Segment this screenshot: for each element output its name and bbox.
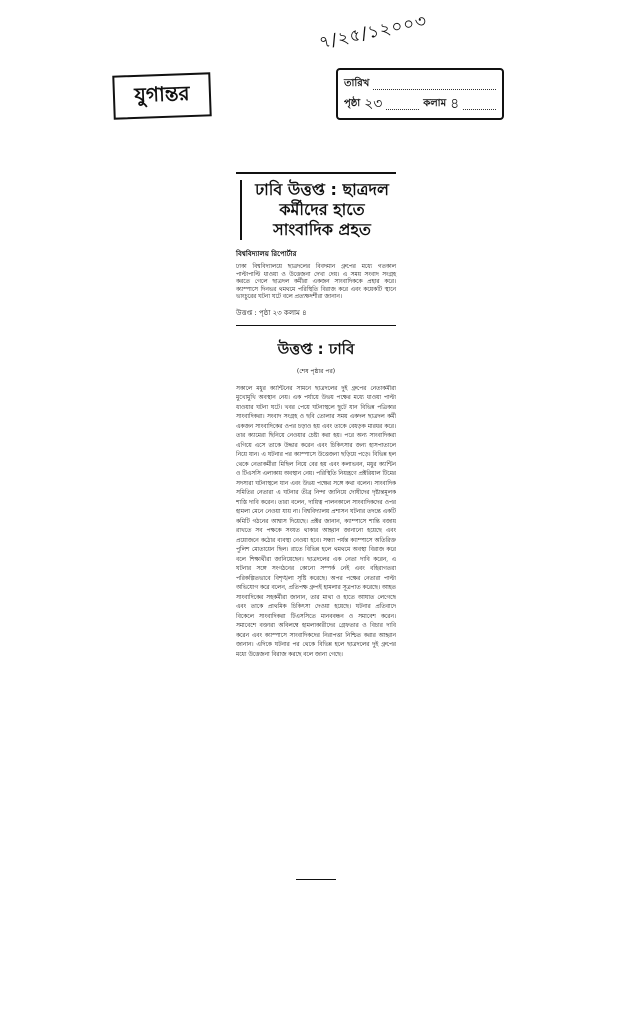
stamp-date-line [373,79,496,90]
stamp-page-value: ২৩ [364,96,383,112]
stamp-column-label: কলাম [423,97,447,109]
stamp-page-label: পৃষ্ঠা [344,97,361,109]
article-byline: বিশ্ববিদ্যালয় রিপোর্টার [236,250,297,258]
stamp-page-line [386,99,419,110]
stamp-date-label: তারিখ [344,77,370,89]
headline-line: ঢাবি উত্তপ্ত : ছাত্রদল [255,180,389,199]
continued-reference: উত্তপ্ত : পৃষ্ঠা ২৩ কলাম ৪ [236,307,396,326]
top-rule [236,172,396,174]
news-article-clipping [236,172,396,880]
stamp-column-value: ৪ [450,96,460,112]
archive-date-stamp [336,68,504,120]
stamp-date-row [344,74,496,94]
headline-line: কর্মীদের হাতে [279,200,365,219]
article-headline [240,180,396,240]
end-rule [296,879,336,880]
continuation-subhead: (শেষ পৃষ্ঠার পর) [296,367,336,375]
stamp-page-row [344,94,496,114]
handwritten-date: ৭/২৫/১২০০৩ [317,11,430,54]
article-lead-text: ঢাকা বিশ্ববিদ্যালয়ে ছাত্রদলের বিবদমান গ্রুপের মধ্যে গতকাল পাল্টাপাল্টি ধাওয়া ও উত্তেজনা দেখা দেয়। এ সময় সংবাদ সংগ্রহ করতে গেলে ছাত্রদল কর্মীরা একজন সাংবাদিককে প্রহার করে। ক্যাম্পাসে দিনভর থমথমে পরিস্থিতি বিরাজ করে এবং কয়েকটি স্থানে ভাংচুরের ঘটনা ঘটে বলে প্রত্যক্ষদর্শীরা জানান। [236,264,396,301]
continuation-body-text: সকালে মধুর ক্যান্টিনের সামনে ছাত্রদলের দুই গ্রুপের নেতাকর্মীরা মুখোমুখি অবস্থান নেয়। এক পর্যায়ে উভয় পক্ষের মধ্যে ধাওয়া পাল্টা ধাওয়ার ঘটনা ঘটে। খবর পেয়ে ঘটনাস্থলে ছুটে যান বিভিন্ন পত্রিকার সাংবাদিকরা। সংবাদ সংগ্রহ ও ছবি তোলার সময় একদল ছাত্রদল কর্মী একজন সাংবাদিকের ওপর চড়াও হয় এবং তাকে বেধড়ক মারধর করে। তার ক্যামেরা ছিনিয়ে নেওয়ার চেষ্টা করা হয়। পরে অন্য সাংবাদিকরা এগিয়ে এসে তাকে উদ্ধার করেন এবং চিকিৎসার জন্য হাসপাতালে নিয়ে যান। এ ঘটনার পর ক্যাম্পাসে উত্তেজনা ছড়িয়ে পড়ে। বিভিন্ন হল থেকে নেতাকর্মীরা মিছিল নিয়ে বের হয় এবং কলাভবন, মধুর ক্যান্টিন ও টিএসসি এলাকায় অবস্থান নেয়। পরিস্থিতি নিয়ন্ত্রণে প্রক্টরিয়াল টিমের সদস্যরা ঘটনাস্থলে যান এবং উভয় পক্ষের সঙ্গে কথা বলেন। সাংবাদিক সমিতির নেতারা এ ঘটনার তীব্র নিন্দা জানিয়ে দোষীদের দৃষ্টান্তমূলক শাস্তি দাবি করেন। তারা বলেন, দায়িত্ব পালনকালে সাংবাদিকদের ওপর হামলা মেনে নেওয়া যায় না। বিশ্ববিদ্যালয় প্রশাসন ঘটনার তদন্তে একটি কমিটি গঠনের আশ্বাস দিয়েছে। প্রক্টর জানান, ক্যাম্পাসে শান্তি বজায় রাখতে সব পক্ষকে সংযত থাকার আহ্বান জানানো হয়েছে এবং প্রয়োজনে কঠোর ব্যবস্থা নেওয়া হবে। সন্ধ্যা পর্যন্ত ক্যাম্পাসে অতিরিক্ত পুলিশ মোতায়েন ছিল। রাতে বিভিন্ন হলে থমথমে অবস্থা বিরাজ করে বলে শিক্ষার্থীরা জানিয়েছেন। ছাত্রদলের এক নেতা দাবি করেন, এ ঘটনার সঙ্গে সংগঠনের কোনো সম্পর্ক নেই এবং বহিরাগতরা পরিকল্পিতভাবে বিশৃঙ্খলা সৃষ্টি করেছে। অপর পক্ষের নেতারা পাল্টা অভিযোগ করে বলেন, প্রতিপক্ষ গ্রুপই হামলার সূত্রপাত করেছে। আহত সাংবাদিকের সহকর্মীরা জানান, তার মাথা ও হাতে আঘাত লেগেছে এবং তাকে প্রাথমিক চিকিৎসা দেওয়া হয়েছে। ঘটনার প্রতিবাদে বিকেলে সাংবাদিকরা টিএসসিতে মানববন্ধন ও সমাবেশ করেন। সমাবেশে বক্তারা অবিলম্বে হামলাকারীদের গ্রেফতার ও বিচার দাবি করেন এবং ক্যাম্পাসে সাংবাদিকদের নিরাপত্তা নিশ্চিত করার আহ্বান জানান। এদিকে ঘটনার পর থেকে বিভিন্ন হলে ছাত্রদলের দুই গ্রুপের মধ্যে উত্তেজনা বিরাজ করছে বলে জানা গেছে। [236,385,396,658]
continuation-headline: উত্তপ্ত : ঢাবি [277,339,355,358]
stamp-column-line [463,99,496,110]
newspaper-name: যুগান্তর [133,80,190,107]
headline-line: সাংবাদিক প্রহত [273,220,371,239]
newspaper-name-box [112,72,211,119]
